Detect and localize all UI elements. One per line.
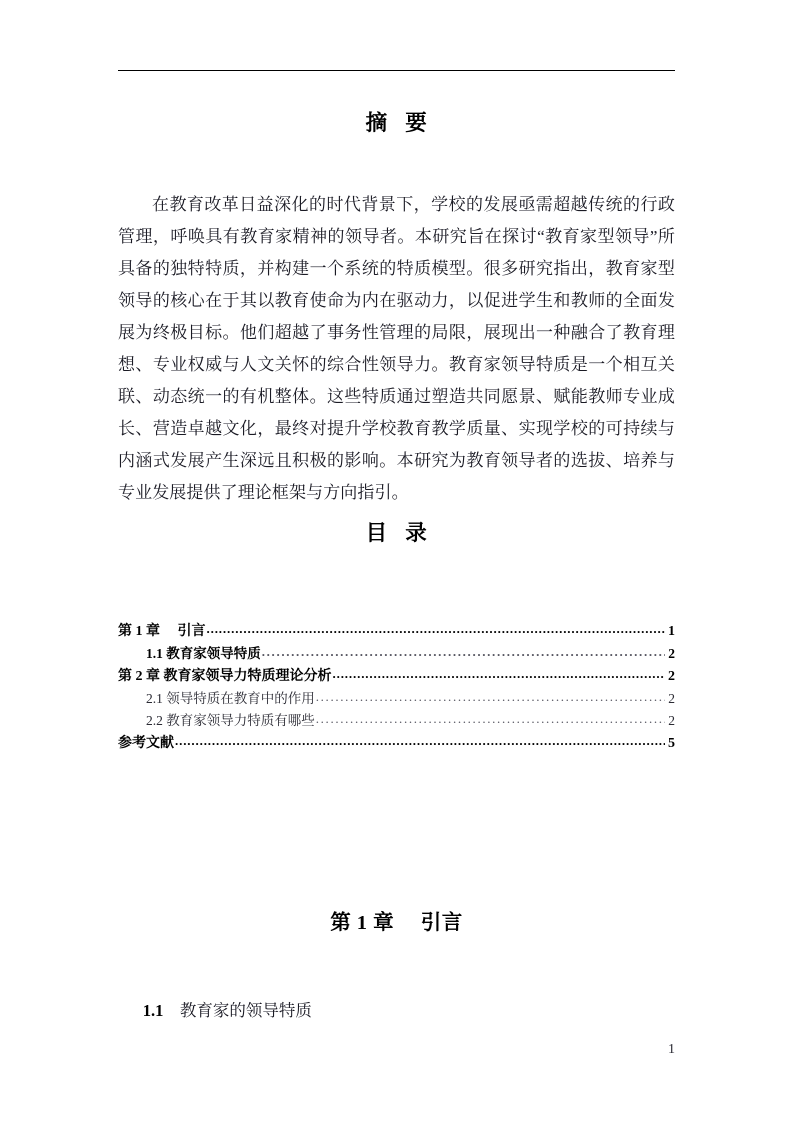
toc-heading: 目 录 <box>365 521 428 545</box>
toc-entry[interactable] <box>118 688 675 710</box>
toc-entry-label: 参考文献 <box>118 736 174 751</box>
toc-entry-label: 1.1 教育家领导特质 <box>146 646 261 661</box>
section-number: 1.1 <box>142 1001 164 1020</box>
toc-entry-label: 第 2 章 教育家领导力特质理论分析 <box>118 669 332 684</box>
toc-leader-dots <box>316 688 666 708</box>
toc-leader-dots <box>333 665 666 685</box>
table-of-contents <box>118 620 675 755</box>
toc-entry-page: 2 <box>668 691 675 706</box>
abstract-paragraph: 在教育改革日益深化的时代背景下，学校的发展亟需超越传统的行政管理，呼唤具有教育家精神的领导者。本研究旨在探讨“教育家型领导”所具备的独特特质，并构建一个系统的特质模型。很多研究指出，教育家型领导的核心在于其以教育使命为内在驱动力，以促进学生和教师的全面发展为终极目标。他们超越了事务性管理的局限，展现出一种融合了教育理想、专业权威与人文关怀的综合性领导力。教育家领导特质是一个相互关联、动态统一的有机整体。这些特质通过塑造共同愿景、赋能教师专业成长、营造卓越文化，最终对提升学校教育教学质量、实现学校的可持续与内涵式发展产生深远且积极的影响。本研究为教育领导者的选拔、培养与专业发展提供了理论框架与方向指引。 <box>118 195 675 502</box>
toc-entry-label: 2.1 领导特质在教育中的作用 <box>146 691 315 706</box>
toc-entry-label: 2.2 教育家领导力特质有哪些 <box>146 713 315 728</box>
toc-entry[interactable] <box>118 643 675 665</box>
section-heading <box>118 978 675 1044</box>
toc-entry[interactable] <box>118 665 675 688</box>
toc-entry-page: 2 <box>668 713 675 728</box>
toc-entry-page: 2 <box>668 669 675 684</box>
toc-entry-label: 第 1 章 引言 <box>118 624 206 639</box>
header-rule <box>118 70 675 71</box>
toc-leader-dots <box>207 620 666 640</box>
page-number: 1 <box>668 1042 675 1057</box>
toc-leader-dots <box>316 710 666 730</box>
toc-entry[interactable] <box>118 710 675 732</box>
toc-entry-page: 2 <box>668 646 675 661</box>
toc-leader-dots <box>262 643 666 663</box>
toc-leader-dots <box>175 732 665 752</box>
toc-entry[interactable] <box>118 732 675 755</box>
toc-entry-page: 5 <box>668 736 675 751</box>
abstract-heading: 摘 要 <box>365 111 428 135</box>
toc-entry-page: 1 <box>668 624 675 639</box>
section-title: 教育家的领导特质 <box>163 1001 312 1020</box>
toc-entry[interactable] <box>118 620 675 643</box>
chapter-heading: 第 1 章 引言 <box>330 912 463 934</box>
